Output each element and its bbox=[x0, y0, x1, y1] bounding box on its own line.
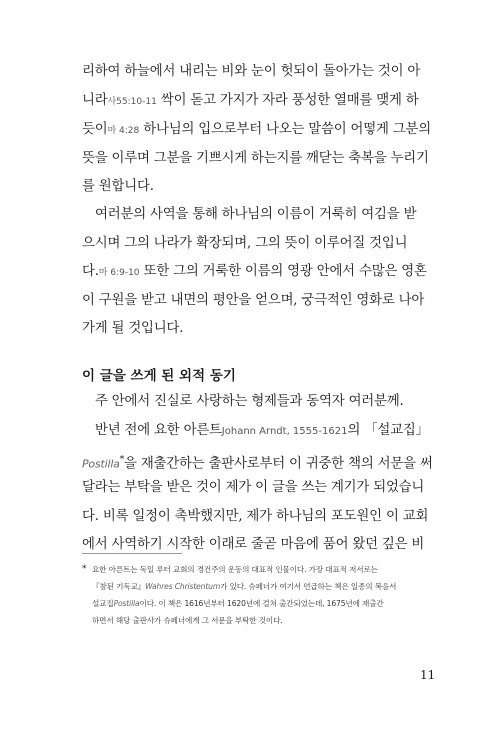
text-line: 를 원합니다. bbox=[82, 179, 154, 194]
footnote-mark: * bbox=[119, 455, 125, 465]
text-line: 반년 전에 요한 아른트Johann Arndt, 1555-1621의 「설교집」 bbox=[95, 423, 429, 438]
footnote-line: 요한 아른트는 독일 루터 교회의 경건주의 운동의 대표적 인물이다. 가장 대표적 저서로는 bbox=[92, 565, 378, 574]
text-line: 다.마 6:9-10 또한 그의 거룩한 이름의 영광 안에서 수많은 영혼 bbox=[82, 264, 427, 279]
text-line: 에서 사역하기 시작한 이래로 줄곧 마음에 품어 왔던 깊은 비 bbox=[82, 537, 425, 552]
text-line: 이 구원을 받고 내면의 평안을 얻으며, 궁극적인 영화로 나아 bbox=[82, 293, 425, 308]
footnote-line: 설교집Postilla이다. 이 책은 1616년부터 1620년에 걸쳐 출간되었는데, 1675년에 재출간 bbox=[92, 599, 384, 608]
text-line: 리하여 하늘에서 내리는 비와 눈이 헛되이 돌아가는 것이 아 bbox=[82, 64, 421, 79]
text-line: Postilla*을 재출간하는 출판사로부터 이 귀중한 책의 서문을 써 bbox=[82, 455, 433, 472]
text-line: 듯이마 4:28 하나님의 입으로부터 나오는 말씀이 어떻게 그분의 bbox=[82, 122, 432, 137]
scripture-reference: 사55:10-11 bbox=[107, 97, 157, 107]
footnote-divider bbox=[82, 553, 182, 554]
page-number: 11 bbox=[420, 668, 436, 682]
text-line: 니라사55:10-11 싹이 돋고 가지가 자라 풍성한 열매를 맺게 하 bbox=[82, 93, 419, 108]
text-line: 으시며 그의 나라가 확장되며, 그의 뜻이 이루어질 것입니 bbox=[82, 236, 408, 251]
author-name: Johann Arndt, 1555-1621 bbox=[221, 426, 348, 437]
book-title-italic: Postilla bbox=[82, 457, 120, 471]
text-line: 여러분의 사역을 통해 하나님의 이름이 거룩히 여김을 받 bbox=[95, 207, 417, 222]
scripture-reference: 마 4:28 bbox=[107, 126, 140, 136]
text-line: 가게 될 것입니다. bbox=[82, 321, 184, 336]
footnote-line: 『참된 기독교』Wahres Christentum가 있다. 슈페너가 여기서 언급하는 책은 일종의 복음서 bbox=[92, 582, 397, 591]
footnote-mark: * bbox=[82, 564, 87, 574]
text-line: 주 안에서 진실로 사랑하는 형제들과 동역자 여러분께. bbox=[95, 394, 404, 409]
scripture-reference: 마 6:9-10 bbox=[98, 268, 140, 278]
section-heading: 이 글을 쓰게 된 외적 동기 bbox=[82, 368, 236, 384]
text-line: 다. 비록 일정이 촉박했지만, 제가 하나님의 포도원인 이 교회 bbox=[82, 509, 429, 524]
text-line: 달라는 부탁을 받은 것이 제가 이 글을 쓰는 계기가 되었습니 bbox=[82, 480, 425, 495]
text-line: 뜻을 이루며 그분을 기쁘시게 하는지를 깨닫는 축복을 누리기 bbox=[82, 151, 429, 166]
footnote-line: 하면서 해당 출판사가 슈페너에게 그 서문을 부탁한 것이다. bbox=[92, 616, 283, 625]
